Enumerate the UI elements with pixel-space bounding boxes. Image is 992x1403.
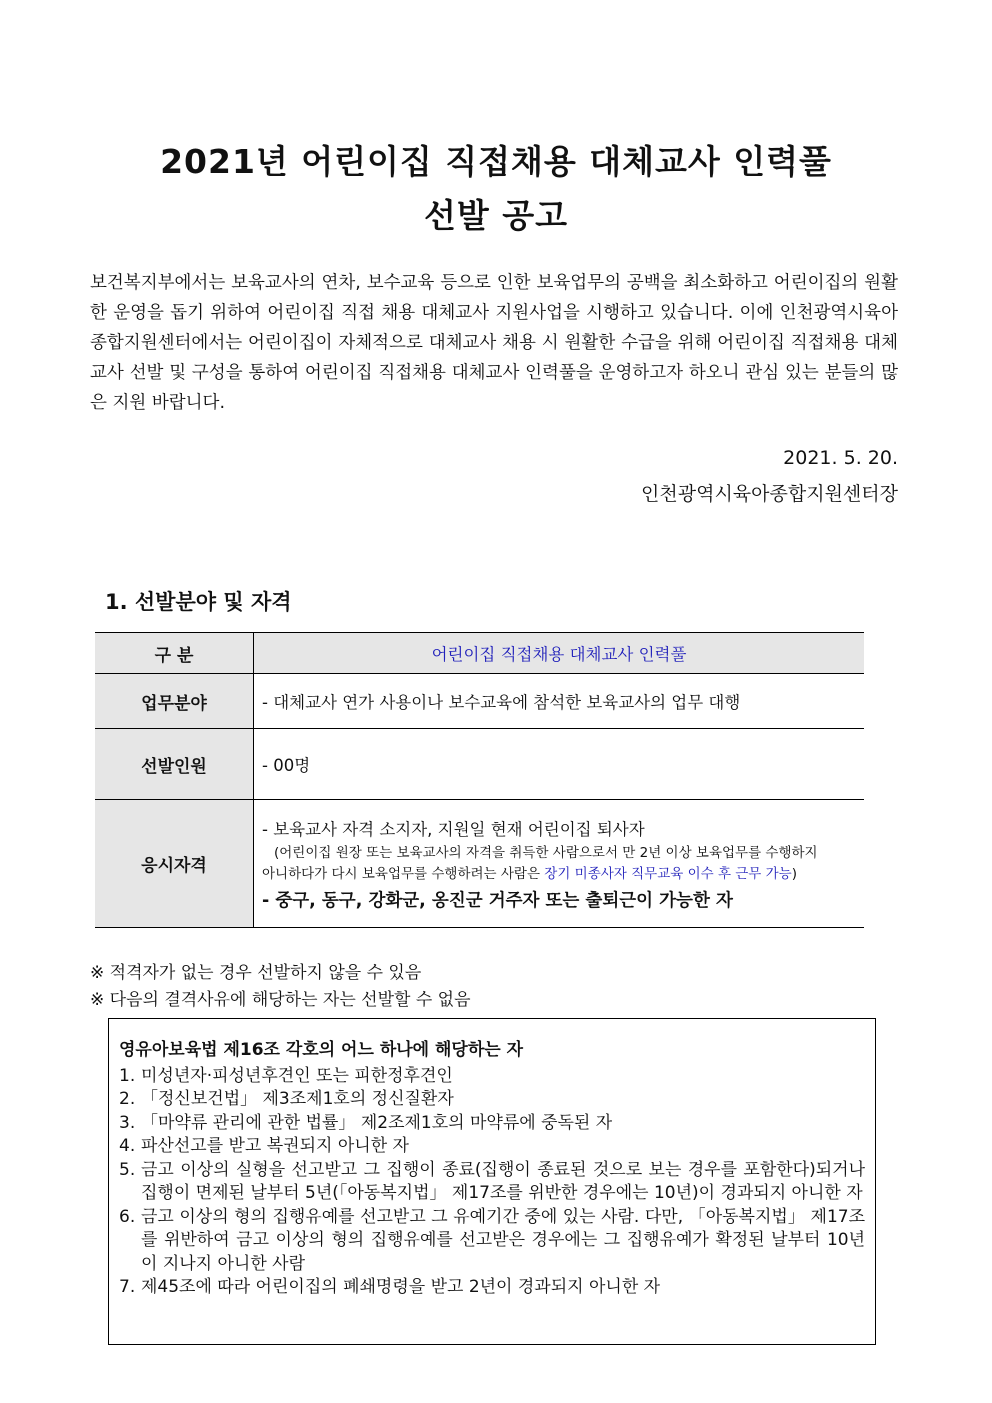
duty-value: - 대체교사 연가 사용이나 보수교육에 참석한 보육교사의 업무 대행 xyxy=(254,674,865,729)
list-item-text: 금고 이상의 형의 집행유예를 선고받고 그 유예기간 중에 있는 사람. 다만, 「아동복지법」 제17조를 위반하여 금고 이상의 형의 집행유예를 선고받은 경우에는 그 집행유예가 확정된 날부터 10년이 지나지 아니한 사람 xyxy=(141,1206,865,1274)
qualification-note-2c: ) xyxy=(791,865,798,882)
qualification-line-1: - 보육교사 자격 소지자, 지원일 현재 어린이집 퇴사자 xyxy=(262,819,645,839)
list-item-number: 4. xyxy=(119,1136,136,1156)
list-item-number: 3. xyxy=(119,1112,136,1133)
header-label-cell: 구 분 xyxy=(95,633,254,674)
list-item-number: 7. xyxy=(119,1277,136,1297)
note-item: ※ 다음의 결격사유에 해당하는 자는 선발할 수 없음 xyxy=(90,990,471,1010)
list-item-text: 금고 이상의 실형을 선고받고 그 집행이 종료(집행이 종료된 것으로 보는 경우를 포함한다)되거나 집행이 면제된 날부터 5년(「아동복지법」 제17조를 위반한 경우에는 10년)이 경과되지 아니한 자 xyxy=(141,1159,865,1203)
qualification-line-2: - 중구, 동구, 강화군, 옹진군 거주자 또는 출퇴근이 가능한 자 xyxy=(262,890,733,911)
table-row-duty xyxy=(95,674,864,729)
issuing-organization: 인천광역시육아종합지원센터장 xyxy=(641,483,898,505)
page-title-line-2: 선발 공고 xyxy=(423,196,568,235)
disqualification-heading: 영유아보육법 제16조 각호의 어느 하나에 해당하는 자 xyxy=(119,1040,524,1060)
qualification-note-2 xyxy=(262,864,856,885)
count-value: - 00명 xyxy=(254,729,865,800)
qualification-note-2a: 아니하다가 다시 보육업무를 수행하려는 사람은 xyxy=(262,865,545,882)
note-item: ※ 적격자가 없는 경우 선발하지 않을 수 있음 xyxy=(90,963,422,983)
disqualification-box xyxy=(108,1018,876,1345)
list-item xyxy=(119,1088,865,1112)
list-item-text: 「마약류 관리에 관한 법률」 제2조제1호의 마약류에 중독된 자 xyxy=(141,1112,613,1133)
list-item xyxy=(119,1112,865,1136)
list-item-text: 제45조에 따라 어린이집의 폐쇄명령을 받고 2년이 경과되지 아니한 자 xyxy=(141,1277,661,1297)
qualification-table xyxy=(95,632,864,928)
list-item xyxy=(119,1276,865,1300)
list-item-number: 1. xyxy=(119,1065,136,1086)
table-header-row xyxy=(95,633,864,674)
list-item-text: 미성년자·피성년후견인 또는 피한정후견인 xyxy=(141,1065,453,1086)
list-item-number: 5. xyxy=(119,1159,136,1180)
header-value-cell: 어린이집 직접채용 대체교사 인력풀 xyxy=(254,633,865,674)
list-item-text: 「정신보건법」 제3조제1호의 정신질환자 xyxy=(141,1089,454,1109)
qualification-note-1: (어린이집 원장 또는 보육교사의 자격을 취득한 사람으로서 만 2년 이상 보육업무를 수행하지 xyxy=(274,844,818,861)
list-item xyxy=(119,1135,865,1159)
count-label: 선발인원 xyxy=(95,729,254,800)
page-title-line-1: 2021년 어린이집 직접채용 대체교사 인력풀 xyxy=(160,142,832,181)
qualification-label: 응시자격 xyxy=(95,800,254,928)
list-item-text: 파산선고를 받고 복권되지 아니한 자 xyxy=(141,1136,409,1156)
notes xyxy=(90,960,471,1014)
announcement-date: 2021. 5. 20. xyxy=(783,447,898,469)
section-1-title: 1. 선발분야 및 자격 xyxy=(105,590,292,614)
list-item xyxy=(119,1065,865,1089)
qualification-note-2-highlight: 장기 미종사자 직무교육 이수 후 근무 가능 xyxy=(544,865,792,882)
duty-label: 업무분야 xyxy=(95,674,254,729)
list-item xyxy=(119,1159,865,1206)
list-item xyxy=(119,1206,865,1277)
list-item-number: 6. xyxy=(119,1206,136,1227)
list-item-number: 2. xyxy=(119,1089,136,1109)
qualification-value xyxy=(254,800,865,928)
table-row-count xyxy=(95,729,864,800)
table-row-qualification xyxy=(95,800,864,928)
intro-paragraph: 보건복지부에서는 보육교사의 연차, 보수교육 등으로 인한 보육업무의 공백을 최소화하고 어린이집의 원활한 운영을 돕기 위하여 어린이집 직접 채용 대체교사 지원사업을 시행하고 있습니다. 이에 인천광역시육아종합지원센터에서는 어린이집이 자체적으로 대체교사 채용 시 원활한 수급을 위해 어린이집 직접채용 대체교사 선발 및 구성을 통하여 어린이집 직접채용 대체교사 인력풀을 운영하고자 하오니 관심 있는 분들의 많은 지원 바랍니다. xyxy=(90,273,898,413)
